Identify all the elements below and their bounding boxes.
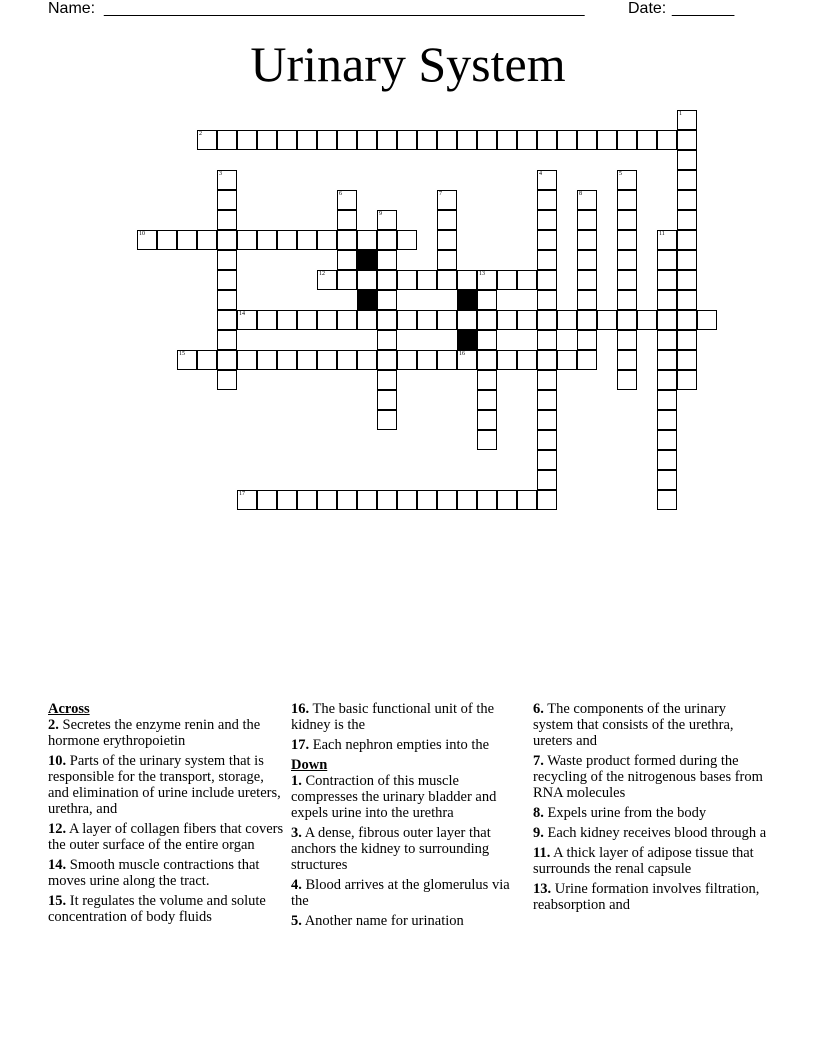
grid-cell[interactable] — [317, 130, 337, 150]
clue-text: Another name for urination — [304, 913, 464, 929]
grid-cell[interactable] — [277, 130, 297, 150]
across-heading: Across — [48, 701, 90, 717]
grid-cell[interactable] — [557, 310, 577, 330]
grid-cell[interactable] — [697, 310, 717, 330]
grid-cell[interactable] — [657, 430, 677, 450]
grid-cell[interactable] — [277, 310, 297, 330]
clue-text: Contraction of this muscle compresses the urinary bladder and expels urine into the urethra — [291, 773, 497, 821]
clue-across-16 — [291, 701, 527, 733]
grid-cell[interactable] — [657, 310, 677, 330]
grid-cell[interactable] — [497, 350, 517, 370]
clue-down-8 — [533, 805, 769, 821]
grid-cell[interactable] — [537, 190, 557, 210]
grid-cell[interactable] — [477, 130, 497, 150]
cell-number: 17 — [239, 491, 245, 497]
grid-cell[interactable] — [557, 130, 577, 150]
grid-cell[interactable] — [317, 310, 337, 330]
grid-cell[interactable] — [537, 290, 557, 310]
grid-cell[interactable] — [217, 370, 237, 390]
clue-down-6 — [533, 701, 769, 749]
grid-cell[interactable] — [657, 490, 677, 510]
grid-cell[interactable] — [257, 230, 277, 250]
grid-cell[interactable] — [657, 350, 677, 370]
cell-number: 2 — [199, 131, 202, 137]
grid-cell[interactable] — [417, 490, 437, 510]
clue-text: The components of the urinary system that consists of the urethra, ureters and — [533, 701, 734, 749]
cell-number: 11 — [659, 231, 665, 237]
grid-cell[interactable] — [377, 130, 397, 150]
grid-cell[interactable] — [537, 310, 557, 330]
grid-cell[interactable] — [657, 270, 677, 290]
grid-cell[interactable] — [597, 310, 617, 330]
grid-cell[interactable] — [377, 350, 397, 370]
clue-across-15 — [48, 893, 284, 925]
grid-cell[interactable] — [437, 350, 457, 370]
cell-number: 16 — [459, 351, 465, 357]
grid-cell[interactable] — [477, 390, 497, 410]
grid-cell[interactable] — [657, 290, 677, 310]
clue-number: 4. — [291, 877, 302, 893]
grid-cell[interactable] — [677, 250, 697, 270]
grid-cell[interactable] — [397, 350, 417, 370]
grid-cell[interactable] — [417, 130, 437, 150]
grid-cell[interactable] — [517, 270, 537, 290]
clue-number: 14. — [48, 857, 67, 873]
black-cell — [457, 290, 477, 310]
grid-cell[interactable] — [297, 130, 317, 150]
grid-cell[interactable] — [577, 290, 597, 310]
cell-number: 5 — [619, 171, 622, 177]
grid-cell[interactable] — [677, 290, 697, 310]
grid-cell[interactable] — [257, 490, 277, 510]
clue-down-9 — [533, 825, 769, 841]
grid-cell[interactable] — [677, 190, 697, 210]
grid-cell[interactable] — [537, 490, 557, 510]
grid-cell[interactable] — [677, 230, 697, 250]
clue-text: The basic functional unit of the kidney is the — [291, 701, 495, 733]
grid-cell[interactable] — [577, 230, 597, 250]
grid-cell[interactable] — [657, 330, 677, 350]
grid-cell[interactable] — [217, 250, 237, 270]
grid-cell[interactable] — [217, 210, 237, 230]
page-title: Urinary System — [250, 36, 566, 92]
clue-number: 1. — [291, 773, 302, 789]
clue-number: 8. — [533, 805, 544, 821]
grid-cell[interactable] — [537, 470, 557, 490]
grid-cell[interactable] — [657, 450, 677, 470]
clue-down-11 — [533, 845, 769, 877]
grid-cell[interactable] — [657, 390, 677, 410]
clue-across-17 — [291, 737, 527, 753]
clue-number: 17. — [291, 737, 310, 753]
grid-cell[interactable] — [617, 250, 637, 270]
grid-cell[interactable] — [537, 390, 557, 410]
grid-cell[interactable] — [497, 270, 517, 290]
grid-cell[interactable] — [557, 350, 577, 370]
grid-cell[interactable] — [337, 350, 357, 370]
grid-cell[interactable] — [197, 230, 217, 250]
grid-cell[interactable] — [637, 130, 657, 150]
grid-cell[interactable] — [317, 270, 337, 290]
grid-cell[interactable] — [577, 270, 597, 290]
grid-cell[interactable] — [317, 350, 337, 370]
grid-cell[interactable] — [197, 350, 217, 370]
black-cell — [457, 330, 477, 350]
grid-cell[interactable] — [677, 110, 697, 130]
grid-cell[interactable] — [357, 230, 377, 250]
grid-cell[interactable] — [497, 130, 517, 150]
clue-text: Each kidney receives blood through a — [547, 825, 767, 841]
grid-cell[interactable] — [337, 190, 357, 210]
grid-cell[interactable] — [517, 490, 537, 510]
cell-number: 13 — [479, 271, 485, 277]
grid-cell[interactable] — [617, 190, 637, 210]
grid-cell[interactable] — [577, 350, 597, 370]
cell-number: 15 — [179, 351, 185, 357]
grid-cell[interactable] — [477, 410, 497, 430]
name-label: Name: — [48, 0, 96, 17]
grid-cell[interactable] — [477, 490, 497, 510]
grid-cell[interactable] — [337, 310, 357, 330]
grid-cell[interactable] — [537, 370, 557, 390]
grid-cell[interactable] — [377, 370, 397, 390]
grid-cell[interactable] — [537, 270, 557, 290]
grid-cell[interactable] — [337, 250, 357, 270]
clue-column-2 — [291, 701, 527, 933]
grid-cell[interactable] — [617, 270, 637, 290]
grid-cell[interactable] — [537, 210, 557, 230]
cell-number: 14 — [239, 311, 245, 317]
clue-number: 13. — [533, 881, 552, 897]
grid-cell[interactable] — [617, 290, 637, 310]
grid-cell[interactable] — [477, 370, 497, 390]
clue-down-5 — [291, 913, 527, 929]
grid-cell[interactable] — [257, 350, 277, 370]
grid-cell[interactable] — [337, 230, 357, 250]
clue-text: Smooth muscle contractions that moves urine along the tract. — [48, 857, 260, 889]
grid-cell[interactable] — [517, 310, 537, 330]
grid-cell[interactable] — [377, 330, 397, 350]
clue-text: Secretes the enzyme renin and the hormone erythropoietin — [48, 717, 261, 749]
grid-cell[interactable] — [537, 250, 557, 270]
grid-cell[interactable] — [357, 350, 377, 370]
grid-cell[interactable] — [677, 350, 697, 370]
grid-cell[interactable] — [537, 170, 557, 190]
grid-cell[interactable] — [337, 490, 357, 510]
clue-down-3 — [291, 825, 527, 873]
grid-cell[interactable] — [657, 410, 677, 430]
clue-column-1 — [48, 701, 284, 929]
grid-cell[interactable] — [677, 210, 697, 230]
clue-number: 5. — [291, 913, 302, 929]
grid-cell[interactable] — [397, 270, 417, 290]
clue-number: 15. — [48, 893, 67, 909]
grid-cell[interactable] — [277, 230, 297, 250]
grid-cell[interactable] — [457, 270, 477, 290]
grid-cell[interactable] — [537, 450, 557, 470]
cell-number: 3 — [219, 171, 222, 177]
grid-cell[interactable] — [257, 130, 277, 150]
grid-cell[interactable] — [377, 490, 397, 510]
date-label: Date: — [628, 0, 667, 17]
grid-cell[interactable] — [377, 270, 397, 290]
clue-number: 3. — [291, 825, 302, 841]
grid-cell[interactable] — [577, 210, 597, 230]
grid-cell[interactable] — [297, 230, 317, 250]
clue-down-13 — [533, 881, 769, 913]
grid-cell[interactable] — [657, 250, 677, 270]
down-heading: Down — [291, 757, 328, 773]
grid-cell[interactable] — [217, 310, 237, 330]
grid-cell[interactable] — [397, 310, 417, 330]
grid-cell[interactable] — [617, 350, 637, 370]
clue-across-10 — [48, 753, 284, 817]
grid-cell[interactable] — [437, 310, 457, 330]
name-field[interactable]: ______________________________________________________ — [104, 0, 585, 17]
grid-cell[interactable] — [477, 310, 497, 330]
grid-cell[interactable] — [277, 490, 297, 510]
clue-text: Waste product formed during the recycling of the nitrogenous bases from RNA molecules — [533, 753, 763, 801]
clue-text: Parts of the urinary system that is responsible for the transport, storage, and elimination of urine include ureters, urethra, and — [48, 753, 281, 817]
grid-cell[interactable] — [197, 130, 217, 150]
grid-cell[interactable] — [297, 350, 317, 370]
grid-cell[interactable] — [397, 130, 417, 150]
grid-cell[interactable] — [637, 310, 657, 330]
grid-cell[interactable] — [377, 210, 397, 230]
grid-cell[interactable] — [577, 130, 597, 150]
grid-cell[interactable] — [297, 310, 317, 330]
grid-cell[interactable] — [437, 490, 457, 510]
grid-cell[interactable] — [617, 330, 637, 350]
grid-cell[interactable] — [457, 310, 477, 330]
clue-number: 12. — [48, 821, 67, 837]
clue-text: A dense, fibrous outer layer that anchors the kidney to surrounding structures — [291, 825, 491, 873]
clue-down-7 — [533, 753, 769, 801]
grid-cell[interactable] — [577, 310, 597, 330]
grid-cell[interactable] — [657, 130, 677, 150]
grid-cell[interactable] — [437, 190, 457, 210]
grid-cell[interactable] — [237, 490, 257, 510]
grid-cell[interactable] — [437, 210, 457, 230]
grid-cell[interactable] — [237, 350, 257, 370]
grid-cell[interactable] — [157, 230, 177, 250]
grid-cell[interactable] — [217, 130, 237, 150]
cell-number: 9 — [379, 211, 382, 217]
grid-cell[interactable] — [617, 230, 637, 250]
grid-cell[interactable] — [617, 210, 637, 230]
grid-cell[interactable] — [677, 270, 697, 290]
grid-cell[interactable] — [577, 250, 597, 270]
grid-cell[interactable] — [617, 170, 637, 190]
grid-cell[interactable] — [457, 490, 477, 510]
grid-cell[interactable] — [597, 130, 617, 150]
grid-cell[interactable] — [477, 330, 497, 350]
grid-cell[interactable] — [477, 270, 497, 290]
grid-cell[interactable] — [217, 290, 237, 310]
grid-cell[interactable] — [537, 230, 557, 250]
grid-cell[interactable] — [577, 190, 597, 210]
clue-across-14 — [48, 857, 284, 889]
grid-cell[interactable] — [617, 370, 637, 390]
grid-cell[interactable] — [477, 350, 497, 370]
date-field[interactable]: _______ — [672, 0, 735, 17]
grid-cell[interactable] — [397, 230, 417, 250]
grid-cell[interactable] — [337, 270, 357, 290]
clue-number: 2. — [48, 717, 59, 733]
grid-cell[interactable] — [217, 170, 237, 190]
grid-cell[interactable] — [217, 230, 237, 250]
grid-cell[interactable] — [577, 330, 597, 350]
grid-cell[interactable] — [657, 370, 677, 390]
clue-text: It regulates the volume and solute concentration of body fluids — [48, 893, 266, 925]
grid-cell[interactable] — [437, 130, 457, 150]
grid-cell[interactable] — [437, 250, 457, 270]
grid-cell[interactable] — [237, 130, 257, 150]
grid-cell[interactable] — [357, 310, 377, 330]
grid-cell[interactable] — [517, 130, 537, 150]
grid-cell[interactable] — [497, 310, 517, 330]
grid-cell[interactable] — [377, 230, 397, 250]
grid-cell[interactable] — [537, 350, 557, 370]
grid-cell[interactable] — [297, 490, 317, 510]
grid-cell[interactable] — [677, 310, 697, 330]
grid-cell[interactable] — [417, 350, 437, 370]
grid-cell[interactable] — [657, 470, 677, 490]
cell-number: 8 — [579, 191, 582, 197]
grid-cell[interactable] — [337, 210, 357, 230]
clue-number: 10. — [48, 753, 67, 769]
grid-cell[interactable] — [397, 490, 417, 510]
clue-text: Each nephron empties into the — [312, 737, 490, 753]
cell-number: 6 — [339, 191, 342, 197]
grid-cell[interactable] — [617, 310, 637, 330]
clue-number: 6. — [533, 701, 544, 717]
grid-cell[interactable] — [537, 430, 557, 450]
grid-cell[interactable] — [177, 230, 197, 250]
clue-text: Urine formation involves filtration, reabsorption and — [533, 881, 760, 913]
grid-cell[interactable] — [357, 270, 377, 290]
black-cell — [357, 290, 377, 310]
clue-down-4 — [291, 877, 527, 909]
grid-cell[interactable] — [677, 150, 697, 170]
grid-cell[interactable] — [317, 230, 337, 250]
cell-number: 10 — [139, 231, 145, 237]
grid-cell[interactable] — [677, 330, 697, 350]
clue-text: Expels urine from the body — [547, 805, 707, 821]
grid-cell[interactable] — [377, 410, 397, 430]
grid-cell[interactable] — [357, 130, 377, 150]
grid-cell[interactable] — [377, 390, 397, 410]
grid-cell[interactable] — [477, 290, 497, 310]
clue-text: A thick layer of adipose tissue that surrounds the renal capsule — [533, 845, 754, 877]
grid-cell[interactable] — [537, 410, 557, 430]
grid-cell[interactable] — [677, 130, 697, 150]
grid-cell[interactable] — [237, 230, 257, 250]
clue-number: 7. — [533, 753, 544, 769]
cell-number: 1 — [679, 111, 682, 117]
grid-cell[interactable] — [217, 270, 237, 290]
grid-cell[interactable] — [277, 350, 297, 370]
grid-cell[interactable] — [237, 310, 257, 330]
grid-cell[interactable] — [617, 130, 637, 150]
grid-cell[interactable] — [337, 130, 357, 150]
grid-cell[interactable] — [357, 490, 377, 510]
grid-cell[interactable] — [677, 170, 697, 190]
grid-cell[interactable] — [377, 310, 397, 330]
clue-number: 16. — [291, 701, 310, 717]
grid-cell[interactable] — [217, 330, 237, 350]
grid-cell[interactable] — [217, 350, 237, 370]
clue-down-1 — [291, 773, 527, 821]
clue-text: Blood arrives at the glomerulus via the — [291, 877, 510, 909]
grid-cell[interactable] — [217, 190, 237, 210]
black-cell — [357, 250, 377, 270]
clue-across-2 — [48, 717, 284, 749]
grid-cell[interactable] — [657, 230, 677, 250]
grid-cell[interactable] — [497, 490, 517, 510]
clue-across-12 — [48, 821, 284, 853]
cell-number: 12 — [319, 271, 325, 277]
grid-cell[interactable] — [537, 130, 557, 150]
clue-number: 9. — [533, 825, 544, 841]
grid-cell[interactable] — [257, 310, 277, 330]
grid-cell[interactable] — [137, 230, 157, 250]
grid-cell[interactable] — [457, 350, 477, 370]
grid-cell[interactable] — [677, 370, 697, 390]
grid-cell[interactable] — [437, 230, 457, 250]
clue-number: 11. — [533, 845, 551, 861]
clue-column-3 — [533, 701, 769, 917]
grid-cell[interactable] — [477, 430, 497, 450]
cell-number: 4 — [539, 171, 542, 177]
grid-cell[interactable] — [457, 130, 477, 150]
grid-cell[interactable] — [517, 350, 537, 370]
grid-cell[interactable] — [417, 310, 437, 330]
grid-cell[interactable] — [377, 250, 397, 270]
grid-cell[interactable] — [437, 270, 457, 290]
grid-cell[interactable] — [377, 290, 397, 310]
grid-cell[interactable] — [537, 330, 557, 350]
cell-number: 7 — [439, 191, 442, 197]
clue-text: A layer of collagen fibers that covers the outer surface of the entire organ — [48, 821, 284, 853]
grid-cell[interactable] — [177, 350, 197, 370]
grid-cell[interactable] — [317, 490, 337, 510]
grid-cell[interactable] — [417, 270, 437, 290]
